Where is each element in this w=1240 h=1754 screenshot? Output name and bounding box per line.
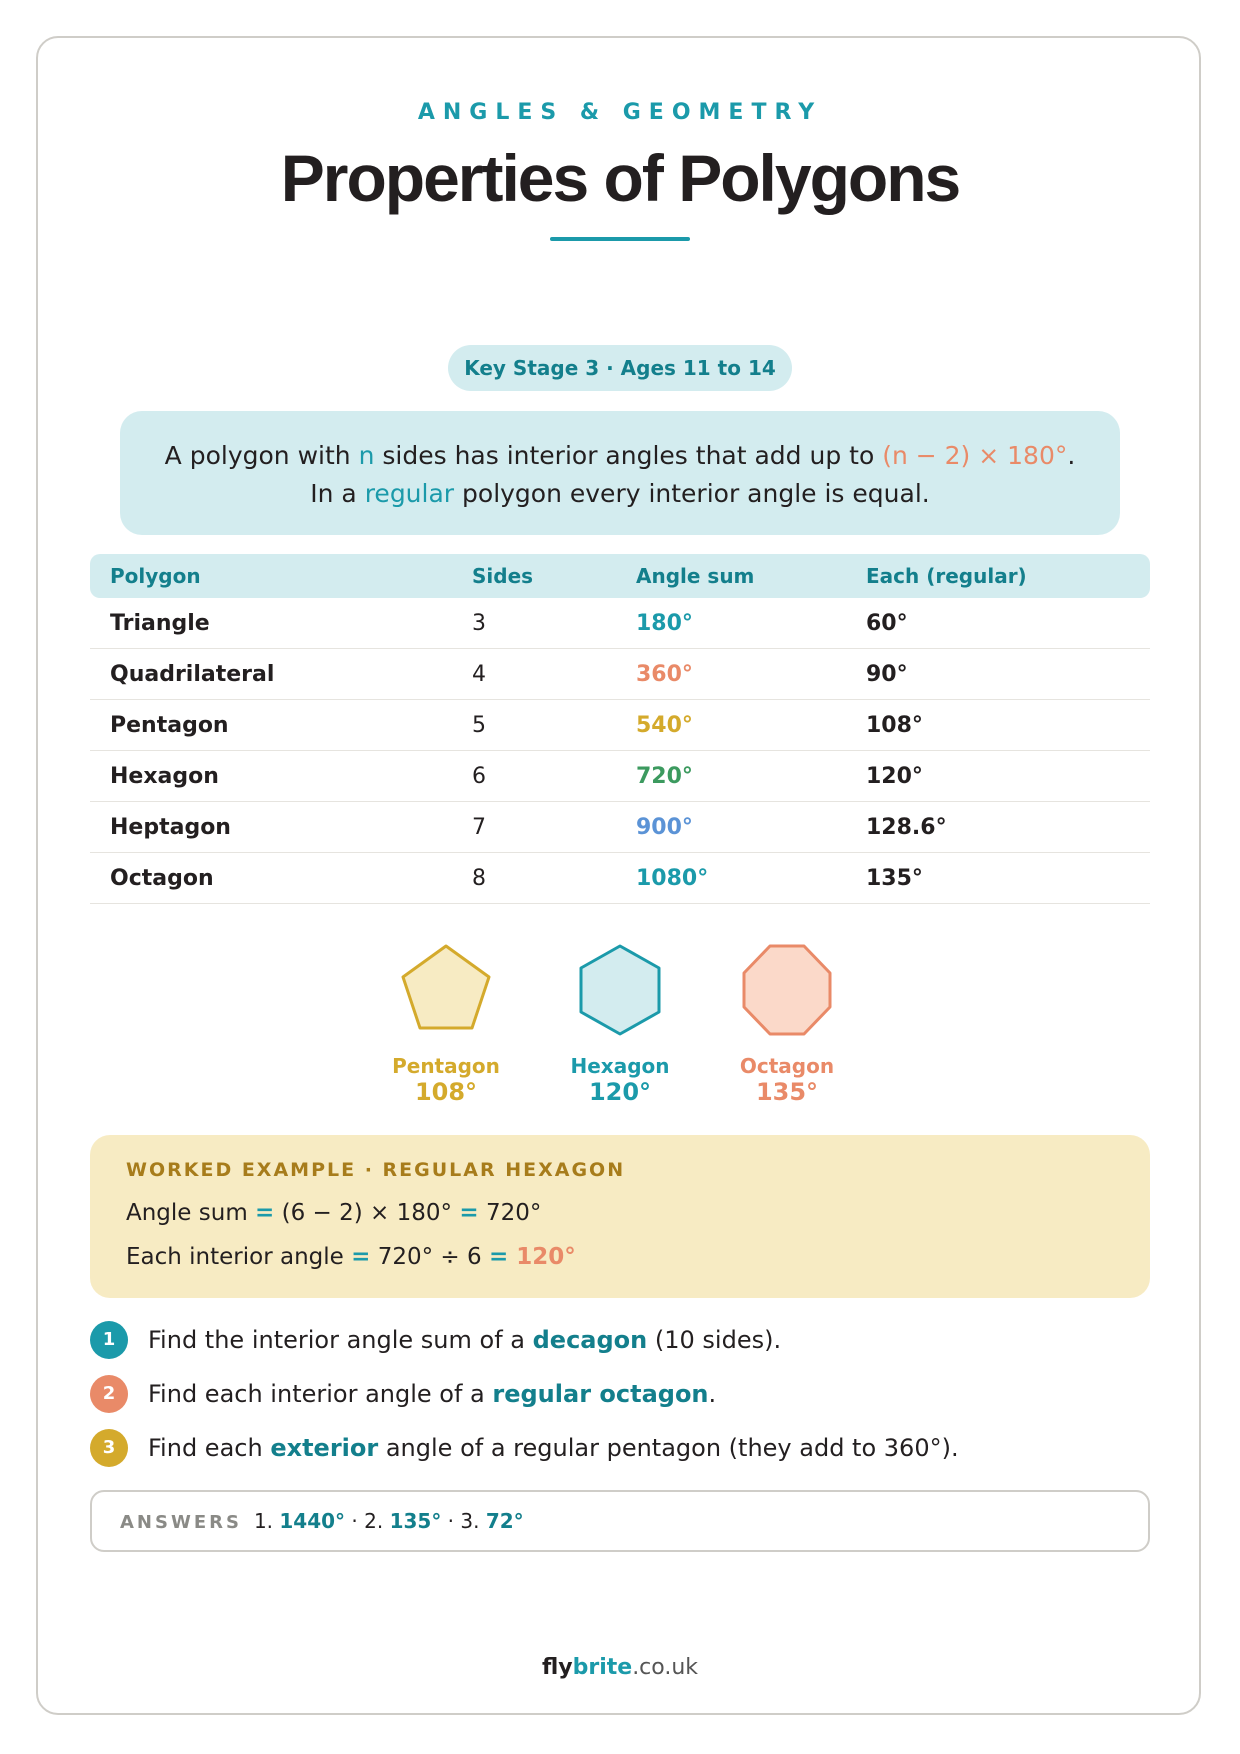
header-sides: Sides	[472, 564, 534, 588]
eyebrow: ANGLES & GEOMETRY	[417, 100, 823, 125]
worked-text: 720°	[478, 1200, 542, 1226]
stage-badge: Key Stage 3 · Ages 11 to 14	[448, 345, 792, 391]
cell-angle-sum: 720°	[636, 764, 693, 789]
worked-label: WORKED EXAMPLE · REGULAR HEXAGON	[126, 1159, 626, 1181]
cell-each: 60°	[866, 611, 908, 636]
brand-domain: .co.uk	[632, 1655, 699, 1680]
cell-each: 135°	[866, 866, 923, 891]
equals-sign: =	[351, 1244, 371, 1270]
answer-index: 1.	[253, 1509, 280, 1533]
question-text	[148, 1426, 959, 1470]
hexagon-icon	[570, 940, 670, 1040]
brand-fly: fly	[541, 1655, 573, 1680]
intro-text: sides has interior angles that add up to	[374, 441, 883, 470]
footer-brand	[0, 1655, 1240, 1680]
question-pre: Find the interior angle sum of a	[148, 1326, 533, 1354]
table-row	[90, 751, 1150, 802]
table-row	[90, 700, 1150, 751]
answers-label: ANSWERS	[120, 1512, 242, 1533]
shape-octagon	[712, 940, 862, 1106]
worked-text: 720° ÷ 6	[370, 1244, 489, 1270]
worked-line-1	[126, 1191, 1114, 1235]
answers-box	[90, 1490, 1150, 1552]
octagon-icon	[737, 940, 837, 1040]
equals-sign: =	[255, 1200, 275, 1226]
brand-brite: brite	[572, 1655, 633, 1680]
worked-result: 120°	[508, 1244, 576, 1270]
pentagon-icon	[396, 940, 496, 1040]
question-pre: Find each	[148, 1434, 271, 1462]
cell-sides: 8	[472, 866, 486, 891]
cell-angle-sum: 360°	[636, 662, 693, 687]
cell-angle-sum: 900°	[636, 815, 693, 840]
title-underline	[550, 237, 690, 241]
shape-name: Pentagon	[392, 1054, 500, 1078]
shape-angle: 108°	[414, 1078, 478, 1106]
table-row	[90, 853, 1150, 904]
cell-sides: 5	[472, 713, 486, 738]
worked-text: (6 − 2) × 180°	[274, 1200, 460, 1226]
page-title: Properties of Polygons	[280, 141, 960, 215]
cell-angle-sum: 540°	[636, 713, 693, 738]
question-post: angle of a regular pentagon (they add to 360°).	[378, 1434, 959, 1462]
question-key-term: regular octagon	[492, 1380, 709, 1408]
cell-polygon: Heptagon	[110, 815, 231, 840]
table-row	[90, 802, 1150, 853]
shape-pentagon	[371, 940, 521, 1106]
shape-gallery	[0, 940, 1240, 1120]
answer-index: · 2.	[345, 1509, 390, 1533]
cell-polygon: Pentagon	[110, 713, 229, 738]
answer-2: 135°	[389, 1509, 442, 1533]
cell-sides: 4	[472, 662, 486, 687]
question-pre: Find each interior angle of a	[148, 1380, 493, 1408]
question-key-term: decagon	[532, 1326, 648, 1354]
cell-each: 108°	[866, 713, 923, 738]
equals-sign: =	[488, 1244, 509, 1270]
cell-sides: 7	[472, 815, 486, 840]
cell-polygon: Hexagon	[110, 764, 219, 789]
question-1	[90, 1318, 1150, 1362]
answer-index: · 3.	[441, 1509, 486, 1533]
question-text	[148, 1372, 716, 1416]
shape-name: Hexagon	[570, 1054, 670, 1078]
polygon-table	[90, 554, 1150, 904]
table-header	[90, 554, 1150, 598]
shape-name: Octagon	[739, 1054, 835, 1078]
shape-angle: 120°	[588, 1078, 652, 1106]
intro-n: n	[358, 441, 375, 470]
cell-each: 90°	[866, 662, 908, 687]
question-key-term: exterior	[270, 1434, 379, 1462]
cell-each: 120°	[866, 764, 923, 789]
cell-polygon: Octagon	[110, 866, 214, 891]
question-number: 3	[90, 1429, 128, 1467]
cell-polygon: Quadrilateral	[110, 662, 275, 687]
question-number: 1	[90, 1321, 128, 1359]
worked-text: Angle sum	[126, 1200, 256, 1226]
header-angle-sum: Angle sum	[636, 564, 755, 588]
cell-polygon: Triangle	[110, 611, 210, 636]
cell-sides: 3	[472, 611, 486, 636]
header-polygon: Polygon	[110, 564, 201, 588]
cell-sides: 6	[472, 764, 486, 789]
shape-angle: 135°	[755, 1078, 819, 1106]
intro-formula: (n − 2) × 180°	[882, 441, 1068, 470]
worked-text: Each interior angle	[126, 1244, 352, 1270]
table-row	[90, 598, 1150, 649]
answer-1: 1440°	[279, 1509, 346, 1533]
header-each: Each (regular)	[866, 564, 1027, 588]
intro-box	[120, 411, 1120, 535]
question-post: .	[708, 1380, 717, 1408]
intro-text: polygon every interior angle is equal.	[454, 479, 930, 508]
cell-angle-sum: 180°	[636, 611, 693, 636]
question-2	[90, 1372, 1150, 1416]
intro-regular: regular	[364, 479, 455, 508]
shape-hexagon	[545, 940, 695, 1106]
answer-3: 72°	[485, 1509, 524, 1533]
question-3	[90, 1426, 1150, 1470]
cell-angle-sum: 1080°	[636, 866, 709, 891]
intro-text: . In a	[310, 441, 1076, 508]
cell-each: 128.6°	[866, 815, 947, 840]
question-number: 2	[90, 1375, 128, 1413]
worked-line-2	[126, 1235, 1114, 1279]
question-text	[148, 1318, 781, 1362]
worked-example	[90, 1135, 1150, 1298]
table-row	[90, 649, 1150, 700]
question-post: (10 sides).	[647, 1326, 782, 1354]
intro-text: A polygon with	[164, 441, 359, 470]
equals-sign: =	[459, 1200, 479, 1226]
